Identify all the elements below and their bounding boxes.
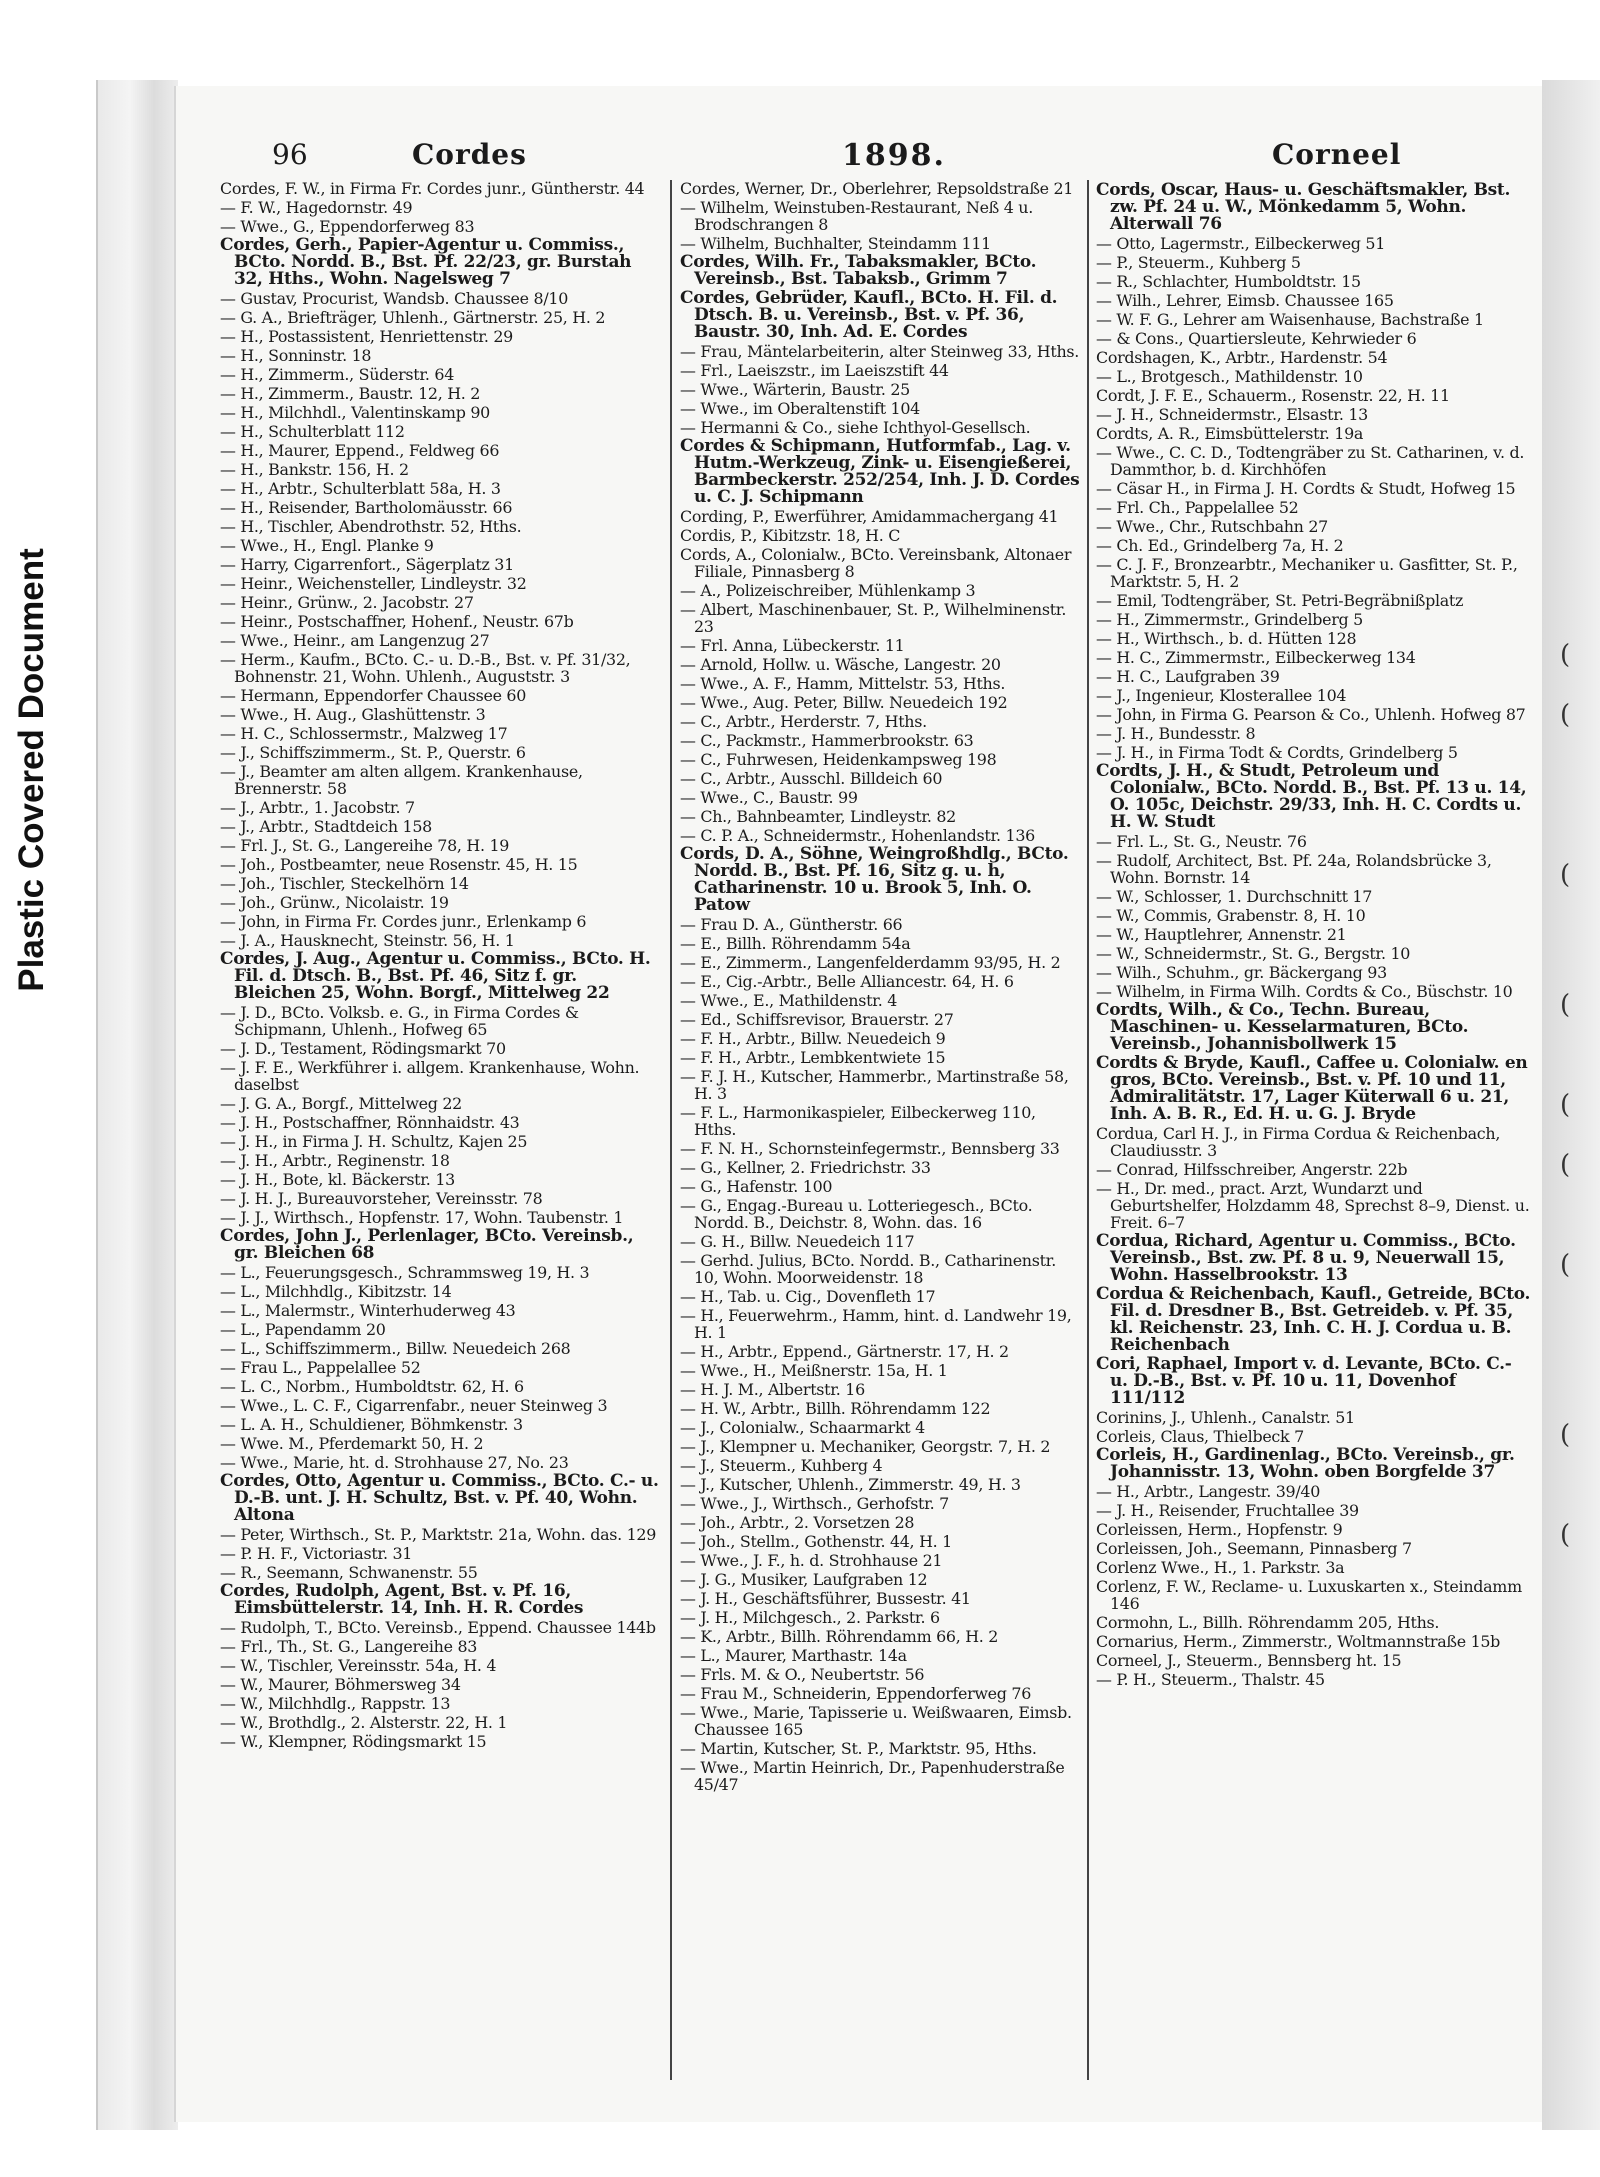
directory-entry: — L., Milchhdlg., Kibitzstr. 14	[220, 1282, 452, 1301]
directory-entry: — P. H., Steuerm., Thalstr. 45	[1096, 1670, 1325, 1689]
directory-entry: — Joh., Grünw., Nicolaistr. 19	[220, 893, 449, 912]
directory-entry: — Joh., Stellm., Gothenstr. 44, H. 1	[680, 1532, 952, 1551]
directory-entry-heading: Cordua, Richard, Agentur u. Commiss., BCto. Vereinsb., Bst. zw. Pf. 8 u. 9, Neuerwall 15, Wohn. Hasselbrookstr. 13	[1096, 1231, 1516, 1285]
directory-entry: Corleissen, Joh., Seemann, Pinnasberg 7	[1096, 1539, 1412, 1558]
directory-entry: — Frls. M. & O., Neubertstr. 56	[680, 1665, 925, 1684]
directory-entry: — H., Bankstr. 156, H. 2	[220, 460, 409, 479]
directory-entry-heading: Cordes, Otto, Agentur u. Commiss., BCto. C.- u. D.-B. unt. J. H. Schultz, Bst. v. Pf. 40, Wohn. Altona	[220, 1471, 659, 1525]
page-header	[272, 132, 1532, 178]
directory-entry: — H. C., Zimmermstr., Eilbeckerweg 134	[1096, 648, 1416, 667]
directory-entry: — L., Malermstr., Winterhuderweg 43	[220, 1301, 516, 1320]
directory-entry: Cordua, Carl H. J., in Firma Cordua & Reichenbach, Claudiusstr. 3	[1096, 1124, 1501, 1160]
directory-entry: — Frl., Th., St. G., Langereihe 83	[220, 1637, 478, 1656]
directory-entry: — C., Packmstr., Hammerbrookstr. 63	[680, 731, 974, 750]
directory-entry: — G., Hafenstr. 100	[680, 1177, 833, 1196]
directory-entry: — Wwe. M., Pferdemarkt 50, H. 2	[220, 1434, 484, 1453]
directory-column-2	[680, 180, 1080, 2080]
directory-entry: — Ch. Ed., Grindelberg 7a, H. 2	[1096, 536, 1344, 555]
directory-entry: — Wwe., Wärterin, Baustr. 25	[680, 380, 910, 399]
directory-entry: — J. H., Milchgesch., 2. Parkstr. 6	[680, 1608, 940, 1627]
directory-entry: — Wwe., Marie, ht. d. Strohhause 27, No. 23	[220, 1453, 569, 1472]
directory-entry: — Joh., Postbeamter, neue Rosenstr. 45, H. 15	[220, 855, 578, 874]
margin-tick: (	[1560, 700, 1571, 730]
directory-entry: — C., Arbtr., Herderstr. 7, Hths.	[680, 712, 927, 731]
directory-entry: — Wwe., C., Baustr. 99	[680, 788, 858, 807]
directory-entry: — Emil, Todtengräber, St. Petri-Begräbnißplatz	[1096, 591, 1464, 610]
directory-entry: — L. A. H., Schuldiener, Böhmkenstr. 3	[220, 1415, 523, 1434]
directory-entry: — & Cons., Quartiersleute, Kehrwieder 6	[1096, 329, 1417, 348]
directory-entry: — W., Klempner, Rödingsmarkt 15	[220, 1732, 487, 1751]
directory-entry-heading: Cordts & Brydе, Kaufl., Caffee u. Colonialw. en gros, BCto. Vereinsb., Bst. v. Pf. 10 und 11, Admiralitätstr. 17, Lager Küterwall 6 u. 21, Inh. A. B. R., Ed. H. u. G. J. Brydе	[1096, 1053, 1528, 1124]
directory-entry: — J. F. E., Werkführer i. allgem. Krankenhause, Wohn. daselbst	[220, 1058, 640, 1094]
directory-entry: — W., Milchhdlg., Rappstr. 13	[220, 1694, 451, 1713]
directory-entry: — P., Steuerm., Kuhberg 5	[1096, 253, 1301, 272]
directory-entry: — J., Arbtr., Stadtdeich 158	[220, 817, 432, 836]
directory-entry: — J. H., Reisender, Fruchtallee 39	[1096, 1501, 1359, 1520]
directory-entry: — John, in Firma Fr. Cordes junr., Erlenkamp 6	[220, 912, 587, 931]
directory-entry: — J. H., Arbtr., Reginenstr. 18	[220, 1151, 450, 1170]
directory-entry: — Conrad, Hilfsschreiber, Angerstr. 22b	[1096, 1160, 1408, 1179]
directory-entry: — H., Feuerwehrm., Hamm, hint. d. Landwehr 19, H. 1	[680, 1306, 1072, 1342]
directory-entry: — F. N. H., Schornsteinfegermstr., Bennsberg 33	[680, 1139, 1060, 1158]
directory-entry: — L., Feuerungsgesch., Schrammsweg 19, H. 3	[220, 1263, 590, 1282]
directory-entry: — Frl., Laeiszstr., im Laeiszstift 44	[680, 361, 949, 380]
directory-entry: — G. H., Billw. Neuedeich 117	[680, 1232, 915, 1251]
directory-entry: Cordes, F. W., in Firma Fr. Cordes junr., Güntherstr. 44	[220, 180, 645, 198]
directory-entry: — H., Zimmermstr., Grindelberg 5	[1096, 610, 1363, 629]
header-left-keyword: Cordes	[412, 138, 527, 171]
directory-entry: — Ed., Schiffsrevisor, Brauerstr. 27	[680, 1010, 954, 1029]
directory-entry-heading: Cordes, Gerh., Papier-Agentur u. Commiss., BCto. Nordd. B., Bst. Pf. 22/23, gr. Burstah 32, Hths., Wohn. Nagelsweg 7	[220, 235, 632, 289]
directory-entry: — H., Zimmerm., Baustr. 12, H. 2	[220, 384, 481, 403]
directory-entry: — J., Ingenieur, Klosterallee 104	[1096, 686, 1347, 705]
column-divider	[1087, 180, 1089, 2080]
directory-entry: — Otto, Lagermstr., Eilbeckerweg 51	[1096, 234, 1386, 253]
directory-entry: — Wwe., Heinr., am Langenzug 27	[220, 631, 490, 650]
directory-entry: — H., Reisender, Bartholomäusstr. 66	[220, 498, 513, 517]
directory-entry: — Heinr., Postschaffner, Hohenf., Neustr. 67b	[220, 612, 574, 631]
directory-entry: — K., Arbtr., Billh. Röhrendamm 66, H. 2	[680, 1627, 999, 1646]
directory-entry: Corlenz, F. W., Reclame- u. Luxuskarten x., Steindamm 146	[1096, 1577, 1522, 1613]
directory-entry: — C. P. A., Schneidermstr., Hohenlandstr. 136	[680, 826, 1035, 845]
directory-entry: — Wwe., J., Wirthsch., Gerhofstr. 7	[680, 1494, 949, 1513]
directory-entry: — H., Wirthsch., b. d. Hütten 128	[1096, 629, 1357, 648]
directory-entry: — Frau D. A., Güntherstr. 66	[680, 915, 903, 934]
directory-entry: — Frau, Mäntelarbeiterin, alter Steinweg 33, Hths.	[680, 342, 1079, 361]
directory-entry: — H., Zimmerm., Süderstr. 64	[220, 365, 455, 384]
directory-entry: — W., Schneidermstr., St. G., Bergstr. 10	[1096, 944, 1411, 963]
directory-entry: — W., Maurer, Böhmersweg 34	[220, 1675, 461, 1694]
directory-entry: — J., Steuerm., Kuhberg 4	[680, 1456, 883, 1475]
directory-entry: — H., Sonninstr. 18	[220, 346, 372, 365]
margin-tick: (	[1560, 640, 1571, 670]
directory-entry: — J. H., Geschäftsführer, Bussestr. 41	[680, 1589, 971, 1608]
directory-entry: — Ch., Bahnbeamter, Lindleystr. 82	[680, 807, 956, 826]
directory-entry: — Frl. Ch., Pappelallee 52	[1096, 498, 1299, 517]
directory-entry: — Wwe., A. F., Hamm, Mittelstr. 53, Hths.	[680, 674, 1006, 693]
directory-entry: — W., Hauptlehrer, Annenstr. 21	[1096, 925, 1347, 944]
page-number: 96	[272, 138, 308, 171]
header-right-keyword: Corneel	[1272, 138, 1402, 171]
directory-column-1	[220, 180, 660, 2080]
directory-entry: — W., Schlosser, 1. Durchschnitt 17	[1096, 887, 1373, 906]
directory-entry: — F. J. H., Kutscher, Hammerbr., Martinstraße 58, H. 3	[680, 1067, 1069, 1103]
directory-entry: — L., Papendamm 20	[220, 1320, 386, 1339]
directory-entry: — Wilh., Lehrer, Eimsb. Chaussee 165	[1096, 291, 1394, 310]
directory-entry: — Wwe., E., Mathildenstr. 4	[680, 991, 898, 1010]
directory-entry: — W. F. G., Lehrer am Waisenhause, Bachstraße 1	[1096, 310, 1484, 329]
directory-column-3	[1096, 180, 1532, 2080]
margin-tick: (	[1560, 1250, 1571, 1280]
directory-entry: — J., Kutscher, Uhlenh., Zimmerstr. 49, H. 3	[680, 1475, 1021, 1494]
directory-entry: — J. G. A., Borgf., Mittelweg 22	[220, 1094, 462, 1113]
directory-entry: — Harry, Cigarrenfort., Sägerplatz 31	[220, 555, 514, 574]
directory-entry: — Heinr., Grünw., 2. Jacobstr. 27	[220, 593, 474, 612]
directory-entry-heading: Cordts, Wilh., & Co., Techn. Bureau, Maschinen- u. Kesselarmaturen, BCto. Vereinsb., Johannisbollwerk 15	[1096, 1000, 1469, 1054]
directory-entry-heading: Cordes, Wilh. Fr., Tabaksmakler, BCto. Vereinsb., Bst. Tabaksb., Grimm 7	[680, 252, 1037, 289]
directory-entry: — H., Arbtr., Schulterblatt 58a, H. 3	[220, 479, 501, 498]
directory-entry: — W., Commis, Grabenstr. 8, H. 10	[1096, 906, 1366, 925]
side-label: Plastic Covered Document	[12, 548, 51, 992]
directory-entry: — Wilhelm, Weinstuben-Restaurant, Neß 4 u. Brodschrangen 8	[680, 198, 1033, 234]
directory-entry: — J., Schiffszimmerm., St. P., Querstr. 6	[220, 743, 526, 762]
directory-entry: — C., Arbtr., Ausschl. Billdeich 60	[680, 769, 943, 788]
directory-entry: — J. H., in Firma Todt & Cordts, Grindelberg 5	[1096, 743, 1458, 762]
directory-entry: — Arnold, Hollw. u. Wäsche, Langestr. 20	[680, 655, 1001, 674]
directory-entry: — Wilh., Schuhm., gr. Bäckergang 93	[1096, 963, 1387, 982]
directory-entry: Cording, P., Ewerführer, Amidammachergang 41	[680, 507, 1059, 526]
directory-entry: — J., Klempner u. Mechaniker, Georgstr. 7, H. 2	[680, 1437, 1051, 1456]
directory-entry: — Wwe., H. Aug., Glashüttenstr. 3	[220, 705, 486, 724]
directory-entry-heading: Cordes & Schipmann, Hutformfab., Lag. v. Hutm.-Werkzeug, Zink- u. Eisengießerei, Barmbeckerstr. 252/254, Inh. J. D. Cordes u. C. J. Schipmann	[680, 436, 1080, 507]
margin-tick: (	[1560, 1420, 1571, 1450]
margin-tick: (	[1560, 860, 1571, 890]
directory-entry: — H. C., Laufgraben 39	[1096, 667, 1280, 686]
directory-entry: — G. A., Briefträger, Uhlenh., Gärtnerstr. 25, H. 2	[220, 308, 606, 327]
directory-entry: — J. A., Hausknecht, Steinstr. 56, H. 1	[220, 931, 515, 950]
directory-entry-heading: Corleis, H., Gardinenlag., BCto. Vereinsb., gr. Johannisstr. 13, Wohn. oben Borgfelde 37	[1096, 1445, 1515, 1482]
directory-entry: — Peter, Wirthsch., St. P., Marktstr. 21a, Wohn. das. 129	[220, 1525, 657, 1544]
column-divider	[670, 180, 672, 2080]
directory-entry: — J., Arbtr., 1. Jacobstr. 7	[220, 798, 415, 817]
directory-entry: — H. J. M., Albertstr. 16	[680, 1380, 865, 1399]
directory-entry: Cordes, Werner, Dr., Oberlehrer, Repsoldstraße 21	[680, 180, 1074, 198]
directory-entry: — G., Engag.-Bureau u. Lotteriegesch., BCto. Nordd. B., Deichstr. 8, Wohn. das. 16	[680, 1196, 1033, 1232]
directory-entry: — Frau L., Pappelallee 52	[220, 1358, 421, 1377]
margin-tick: (	[1560, 1150, 1571, 1180]
directory-entry: — R., Seemann, Schwanenstr. 55	[220, 1563, 478, 1582]
directory-entry: — John, in Firma G. Pearson & Co., Uhlenh. Hofweg 87	[1096, 705, 1526, 724]
directory-entry: — Wwe., G., Eppendorferweg 83	[220, 217, 475, 236]
margin-tick: (	[1560, 990, 1571, 1020]
directory-entry: Cordts, A. R., Eimsbüttelerstr. 19a	[1096, 424, 1364, 443]
directory-entry: — Wilhelm, Buchhalter, Steindamm 111	[680, 234, 991, 253]
directory-entry-heading: Cordes, John J., Perlenlager, BCto. Vereinsb., gr. Bleichen 68	[220, 1226, 634, 1263]
margin-tick: (	[1560, 1520, 1571, 1550]
directory-entry: — G., Kellner, 2. Friedrichstr. 33	[680, 1158, 931, 1177]
directory-entry: — J. G., Musiker, Laufgraben 12	[680, 1570, 928, 1589]
directory-entry: — F. W., Hagedornstr. 49	[220, 198, 413, 217]
directory-entry: — Wwe., J. F., h. d. Strohhause 21	[680, 1551, 943, 1570]
directory-entry: Corleissen, Herm., Hopfenstr. 9	[1096, 1520, 1343, 1539]
directory-entry: — J. H., Schneidermstr., Elsastr. 13	[1096, 405, 1368, 424]
directory-entry-heading: Cords, Oscar, Haus- u. Geschäftsmakler, Bst. zw. Pf. 24 u. W., Mönkedamm 5, Wohn. Alterwall 76	[1096, 180, 1511, 234]
directory-entry-heading: Cori, Raphael, Import v. d. Levante, BCto. C.- u. D.-B., Bst. v. Pf. 10 u. 11, Dovenhof 111/112	[1096, 1354, 1512, 1408]
directory-entry: — Martin, Kutscher, St. P., Marktstr. 95, Hths.	[680, 1739, 1037, 1758]
directory-entry: — Wilhelm, in Firma Wilh. Cordts & Co., Büschstr. 10	[1096, 982, 1513, 1001]
directory-entry: Cordshagen, K., Arbtr., Hardenstr. 54	[1096, 348, 1388, 367]
directory-entry: — Wwe., H., Meißnerstr. 15a, H. 1	[680, 1361, 948, 1380]
directory-entry: — Wwe., im Oberaltenstift 104	[680, 399, 920, 418]
directory-entry-heading: Cordua & Reichenbach, Kaufl., Getreide, BCto. Fil. d. Dresdner B., Bst. Getreideb. v. Pf. 35, kl. Reichenstr. 23, Inh. C. H. J. Cordua u. B. Reichenbach	[1096, 1284, 1531, 1355]
directory-entry: — Cäsar H., in Firma J. H. Cordts & Studt, Hofweg 15	[1096, 479, 1516, 498]
directory-entry: — Wwe., L. C. F., Cigarrenfabr., neuer Steinweg 3	[220, 1396, 608, 1415]
directory-entry: — Wwe., Aug. Peter, Billw. Neuedeich 192	[680, 693, 1008, 712]
directory-entry: — E., Billh. Röhrendamm 54a	[680, 934, 911, 953]
directory-entry: — Gerhd. Julius, BCto. Nordd. B., Catharinenstr. 10, Wohn. Moorweidenstr. 18	[680, 1251, 1056, 1287]
directory-entry: — J., Beamter am alten allgem. Krankenhause, Brennerstr. 58	[220, 762, 583, 798]
directory-entry: — Albert, Maschinenbauer, St. P., Wilhelminenstr. 23	[680, 600, 1067, 636]
directory-entry: — Frau M., Schneiderin, Eppendorferweg 76	[680, 1684, 1032, 1703]
directory-entry: — Wwe., H., Engl. Planke 9	[220, 536, 434, 555]
directory-entry: — Joh., Tischler, Steckelhörn 14	[220, 874, 469, 893]
directory-entry: — L., Schiffszimmerm., Billw. Neuedeich 268	[220, 1339, 571, 1358]
directory-entry: — F. L., Harmonikaspieler, Eilbeckerweg 110, Hths.	[680, 1103, 1036, 1139]
directory-entry-heading: Cords, D. A., Söhne, Weingroßhdlg., BCto. Nordd. B., Bst. Pf. 16, Sitz g. u. h, Catharinenstr. 10 u. Brook 5, Inh. O. Patow	[680, 844, 1069, 915]
directory-entry: — Wwe., Chr., Rutschbahn 27	[1096, 517, 1328, 536]
directory-entry: — H., Tischler, Abendrothstr. 52, Hths.	[220, 517, 522, 536]
directory-entry: — A., Polizeischreiber, Mühlenkamp 3	[680, 581, 976, 600]
header-year: 1898.	[842, 138, 946, 173]
directory-entry: Cordis, P., Kibitzstr. 18, H. C	[680, 526, 901, 545]
side-label-band	[0, 0, 64, 2177]
binder-edge	[96, 80, 178, 2130]
directory-entry: — E., Zimmerm., Langenfelderdamm 93/95, H. 2	[680, 953, 1061, 972]
directory-entry: — J. H., Bundesstr. 8	[1096, 724, 1256, 743]
directory-entry: — J. D., BCto. Volksb. e. G., in Firma Cordes & Schipmann, Uhlenh., Hofweg 65	[220, 1003, 579, 1039]
directory-entry: — L., Brotgesch., Mathildenstr. 10	[1096, 367, 1363, 386]
directory-entry: — H., Arbtr., Langestr. 39/40	[1096, 1482, 1321, 1501]
directory-entry: — Wwe., Martin Heinrich, Dr., Papenhuderstraße 45/47	[680, 1758, 1065, 1794]
directory-entry: — J. H. J., Bureauvorsteher, Vereinsstr. 78	[220, 1189, 543, 1208]
directory-entry: Corleis, Claus, Thielbeck 7	[1096, 1427, 1304, 1446]
directory-entry: — Rudolph, T., BCto. Vereinsb., Eppend. Chaussee 144b	[220, 1618, 656, 1637]
directory-entry: — H., Postassistent, Henriettenstr. 29	[220, 327, 513, 346]
directory-entry: — Rudolf, Architect, Bst. Pf. 24a, Rolandsbrücke 3, Wohn. Bornstr. 14	[1096, 851, 1492, 887]
directory-entry: — J. H., Bote, kl. Bäckerstr. 13	[220, 1170, 455, 1189]
directory-entry: Corneel, J., Steuerm., Bennsberg ht. 15	[1096, 1651, 1402, 1670]
directory-entry: — Wwe., C. C. D., Todtengräber zu St. Catharinen, v. d. Dammthor, b. d. Kirchhöfen	[1096, 443, 1525, 479]
directory-entry: — Frl. L., St. G., Neustr. 76	[1096, 832, 1307, 851]
directory-entry: Corinins, J., Uhlenh., Canalstr. 51	[1096, 1408, 1355, 1427]
directory-entry-heading: Cordes, Rudolph, Agent, Bst. v. Pf. 16, Eimsbüttelerstr. 14, Inh. H. R. Cordes	[220, 1581, 584, 1618]
directory-entry: — Joh., Arbtr., 2. Vorsetzen 28	[680, 1513, 915, 1532]
directory-entry-heading: Cordes, Gebrüder, Kaufl., BCto. H. Fil. d. Dtsch. B. u. Vereinsb., Bst. v. Pf. 36, Baustr. 30, Inh. Ad. E. Cordes	[680, 288, 1058, 342]
directory-entry: — Wwe., Marie, Tapisserie u. Weißwaaren, Eimsb. Chaussee 165	[680, 1703, 1072, 1739]
directory-entry: — H., Maurer, Eppend., Feldweg 66	[220, 441, 500, 460]
directory-entry: Cordt, J. F. E., Schauerm., Rosenstr. 22, H. 11	[1096, 386, 1450, 405]
directory-entry: — C. J. F., Bronzearbtr., Mechaniker u. Gasfitter, St. P., Marktstr. 5, H. 2	[1096, 555, 1518, 591]
directory-entry: — J. D., Testament, Rödingsmarkt 70	[220, 1039, 506, 1058]
margin-tick: (	[1560, 1090, 1571, 1120]
directory-entry: — C., Fuhrwesen, Heidenkampsweg 198	[680, 750, 997, 769]
directory-entry: Corlenz Wwe., H., 1. Parkstr. 3a	[1096, 1558, 1345, 1577]
directory-entry: — Heinr., Weichensteller, Lindleystr. 32	[220, 574, 527, 593]
directory-entry: — E., Cig.-Arbtr., Belle Alliancestr. 64, H. 6	[680, 972, 1014, 991]
directory-entry: — Gustav, Procurist, Wandsb. Chaussee 8/10	[220, 289, 569, 308]
directory-entry: — H. W., Arbtr., Billh. Röhrendamm 122	[680, 1399, 991, 1418]
directory-entry: — R., Schlachter, Humboldtstr. 15	[1096, 272, 1361, 291]
directory-entry: — H., Arbtr., Eppend., Gärtnerstr. 17, H. 2	[680, 1342, 1009, 1361]
directory-entry: — H., Schulterblatt 112	[220, 422, 405, 441]
directory-entry: — Herm., Kaufm., BCto. C.- u. D.-B., Bst. v. Pf. 31/32, Bohnenstr. 21, Wohn. Uhlenh., Auguststr. 3	[220, 650, 631, 686]
directory-entry: — L., Maurer, Marthastr. 14a	[680, 1646, 907, 1665]
directory-entry: — J., Colonialw., Schaarmarkt 4	[680, 1418, 925, 1437]
directory-entry: — W., Brothdlg., 2. Alsterstr. 22, H. 1	[220, 1713, 508, 1732]
directory-entry: — P. H. F., Victoriastr. 31	[220, 1544, 413, 1563]
directory-entry: — F. H., Arbtr., Lembkentwiete 15	[680, 1048, 946, 1067]
directory-entry: — Frl. Anna, Lübeckerstr. 11	[680, 636, 905, 655]
directory-entry: — H., Milchhdl., Valentinskamp 90	[220, 403, 490, 422]
directory-entry: — H. C., Schlossermstr., Malzweg 17	[220, 724, 508, 743]
directory-entry: — H., Tab. u. Cig., Dovenfleth 17	[680, 1287, 936, 1306]
directory-entry: — Hermanni & Co., siehe Ichthyol-Gesellsch.	[680, 418, 1031, 437]
next-page-edge	[1542, 80, 1600, 2130]
directory-entry: — Frl. J., St. G., Langereihe 78, H. 19	[220, 836, 510, 855]
directory-entry: — J. J., Wirthsch., Hopfenstr. 17, Wohn. Taubenstr. 1	[220, 1208, 624, 1227]
directory-entry: — W., Tischler, Vereinsstr. 54a, H. 4	[220, 1656, 497, 1675]
directory-entry-heading: Cordts, J. H., & Studt, Petroleum und Colonialw., BCto. Nordd. B., Bst. Pf. 13 u. 14, O. 105c, Deichstr. 29/33, Inh. H. C. Cordts u. H. W. Studt	[1096, 761, 1527, 832]
directory-entry: Cords, A., Colonialw., BCto. Vereinsbank, Altonaer Filiale, Pinnasberg 8	[680, 545, 1072, 581]
directory-entry: — Hermann, Eppendorfer Chaussee 60	[220, 686, 527, 705]
directory-entry: — L. C., Norbm., Humboldtstr. 62, H. 6	[220, 1377, 524, 1396]
directory-entry: — J. H., in Firma J. H. Schultz, Kajen 25	[220, 1132, 528, 1151]
directory-entry-heading: Cordes, J. Aug., Agentur u. Commiss., BCto. H. Fil. d. Dtsch. B., Bst. Pf. 46, Sitz f. gr. Bleichen 25, Wohn. Borgf., Mittelweg 22	[220, 949, 651, 1003]
directory-entry: Cormohn, L., Billh. Röhrendamm 205, Hths.	[1096, 1613, 1440, 1632]
directory-entry: — H., Dr. med., pract. Arzt, Wundarzt und Geburtshelfer, Holzdamm 48, Sprechst 8–9, Dienst. u. Freit. 6–7	[1096, 1179, 1530, 1232]
directory-entry: Cornarius, Herm., Zimmerstr., Woltmannstraße 15b	[1096, 1632, 1501, 1651]
directory-entry: — J. H., Postschaffner, Rönnhaidstr. 43	[220, 1113, 520, 1132]
directory-entry: — F. H., Arbtr., Billw. Neuedeich 9	[680, 1029, 946, 1048]
